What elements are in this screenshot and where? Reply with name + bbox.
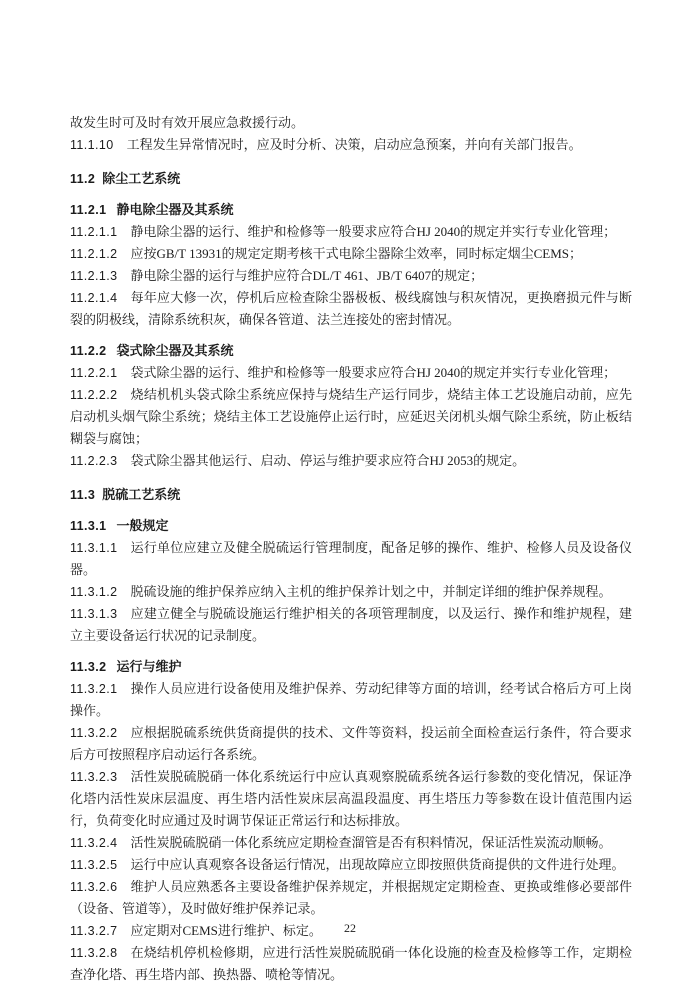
clause-number: 11.1.10 <box>70 138 114 152</box>
heading-number: 11.3.1 <box>70 519 107 533</box>
section-heading-11.2.2 <box>70 340 632 362</box>
clause-number: 11.2.1.3 <box>70 269 118 283</box>
clause-11.3.2.5 <box>70 854 632 876</box>
heading-number: 11.2 <box>70 172 96 186</box>
clause-text: 维护人员应熟悉各主要设备维护保养规定，并根据规定定期检查、更换或维修必要部件（设备、管道等），及时做好维护保养记录。 <box>70 879 632 916</box>
clause-number: 11.3.2.1 <box>70 682 118 696</box>
clause-text: 袋式除尘器的运行、维护和检修等一般要求应符合HJ 2040的规定并实行专业化管理； <box>130 365 617 380</box>
heading-number: 11.3 <box>70 488 96 502</box>
clause-text: 静电除尘器的运行与维护应符合DL/T 461、JB/T 6407的规定； <box>130 268 484 283</box>
clause-text: 应定期对CEMS进行维护、标定。 <box>130 923 322 938</box>
clause-11.3.2.8 <box>70 942 632 986</box>
section-heading-11.3.1 <box>70 515 632 537</box>
heading-number: 11.3.2 <box>70 660 107 674</box>
clause-11.3.1.3 <box>70 603 632 647</box>
clause-text: 活性炭脱硫脱硝一体化系统应定期检查溜管是否有积料情况，保证活性炭流动顺畅。 <box>130 835 612 850</box>
clause-11.2.2.1 <box>70 362 632 384</box>
clause-number: 11.2.2.1 <box>70 366 118 380</box>
clause-text: 工程发生异常情况时，应及时分析、决策，启动应急预案，并向有关部门报告。 <box>126 137 582 152</box>
clause-number: 11.3.2.4 <box>70 836 118 850</box>
clause-11.3.2.1 <box>70 678 632 722</box>
clause-number: 11.2.2.3 <box>70 454 118 468</box>
clause-text: 脱硫设施的维护保养应纳入主机的维护保养计划之中，并制定详细的维护保养规程。 <box>130 584 612 599</box>
clause-text: 每年应大修一次，停机后应检查除尘器极板、极线腐蚀与积灰情况，更换磨损元件与断裂的阴极线，清除系统积灰，确保各管道、法兰连接处的密封情况。 <box>70 290 632 327</box>
clause-11.3.2.3 <box>70 766 632 832</box>
clause-text: 在烧结机停机检修期，应进行活性炭脱硫脱硝一体化设施的检查及检修等工作，定期检查净化塔、再生塔内部、换热器、喷枪等情况。 <box>70 945 632 982</box>
heading-text: 静电除尘器及其系统 <box>116 202 234 217</box>
clause-11.3.2.4 <box>70 832 632 854</box>
clause-11.2.2.2 <box>70 384 632 450</box>
section-heading-11.3.2 <box>70 656 632 678</box>
clause-text: 操作人员应进行设备使用及维护保养、劳动纪律等方面的培训，经考试合格后方可上岗操作。 <box>70 681 632 718</box>
clause-number: 11.3.1.1 <box>70 541 118 555</box>
clause-text: 运行单位应建立及健全脱硫运行管理制度，配备足够的操作、维护、检修人员及设备仪器。 <box>70 540 632 577</box>
clause-11.2.1.2 <box>70 243 632 265</box>
clause-text: 静电除尘器的运行、维护和检修等一般要求应符合HJ 2040的规定并实行专业化管理； <box>130 224 617 239</box>
clause-number: 11.3.2.3 <box>70 770 118 784</box>
heading-text: 除尘工艺系统 <box>102 171 181 186</box>
heading-text: 袋式除尘器及其系统 <box>116 343 234 358</box>
section-heading-11.2 <box>70 168 632 190</box>
clause-11.3.1.1 <box>70 537 632 581</box>
clause-text: 应根据脱硫系统供货商提供的技术、文件等资料，投运前全面检查运行条件，符合要求后方可按照程序启动运行各系统。 <box>70 725 632 762</box>
clause-number: 11.2.1.2 <box>70 247 118 261</box>
clause-text: 故发生时可及时有效开展应急救援行动。 <box>70 115 305 130</box>
clause-text: 运行中应认真观察各设备运行情况，出现故障应立即按照供货商提供的文件进行处理。 <box>130 857 625 872</box>
clause-number: 11.2.1.1 <box>70 225 118 239</box>
heading-number: 11.2.2 <box>70 344 107 358</box>
clause-11.2.1.1 <box>70 221 632 243</box>
clause-text: 袋式除尘器其他运行、启动、停运与维护要求应符合HJ 2053的规定。 <box>130 453 526 468</box>
clause-11.2.2.3 <box>70 450 632 472</box>
clause-number: 11.3.2.7 <box>70 924 118 938</box>
section-heading-11.2.1 <box>70 199 632 221</box>
clause-11.2.1.3 <box>70 265 632 287</box>
clause-number: 11.3.2.2 <box>70 726 118 740</box>
clause-text: 应建立健全与脱硫设施运行维护相关的各项管理制度，以及运行、操作和维护规程，建立主要设备运行状况的记录制度。 <box>70 606 632 643</box>
paragraph-continuation <box>70 112 632 134</box>
clause-number: 11.3.2.6 <box>70 880 118 894</box>
clause-number: 11.3.1.2 <box>70 585 118 599</box>
heading-text: 运行与维护 <box>116 659 182 674</box>
clause-11.1.10 <box>70 134 632 156</box>
clause-11.3.1.2 <box>70 581 632 603</box>
clause-number: 11.3.2.5 <box>70 858 118 872</box>
document-body <box>70 112 632 986</box>
heading-text: 一般规定 <box>116 518 169 533</box>
page-number: 22 <box>344 921 356 935</box>
section-heading-11.3 <box>70 484 632 506</box>
clause-text: 应按GB/T 13931的规定定期考核干式电除尘器除尘效率，同时标定烟尘CEMS； <box>130 246 582 261</box>
heading-number: 11.2.1 <box>70 203 107 217</box>
clause-11.3.2.2 <box>70 722 632 766</box>
heading-text: 脱硫工艺系统 <box>102 487 181 502</box>
clause-11.3.2.6 <box>70 876 632 920</box>
clause-text: 活性炭脱硫脱硝一体化系统运行中应认真观察脱硫系统各运行参数的变化情况，保证净化塔内活性炭床层温度、再生塔内活性炭床层高温段温度、再生塔压力等参数在设计值范围内运行，负荷变化时应通过及时调节保证正常运行和达标排放。 <box>70 769 632 828</box>
clause-number: 11.3.1.3 <box>70 607 118 621</box>
clause-number: 11.2.1.4 <box>70 291 118 305</box>
clause-11.2.1.4 <box>70 287 632 331</box>
clause-number: 11.2.2.2 <box>70 388 118 402</box>
clause-number: 11.3.2.8 <box>70 946 118 960</box>
clause-text: 烧结机机头袋式除尘系统应保持与烧结生产运行同步，烧结主体工艺设施启动前，应先启动机头烟气除尘系统；烧结主体工艺设施停止运行时，应延迟关闭机头烟气除尘系统，防止板结糊袋与腐蚀； <box>70 387 632 446</box>
